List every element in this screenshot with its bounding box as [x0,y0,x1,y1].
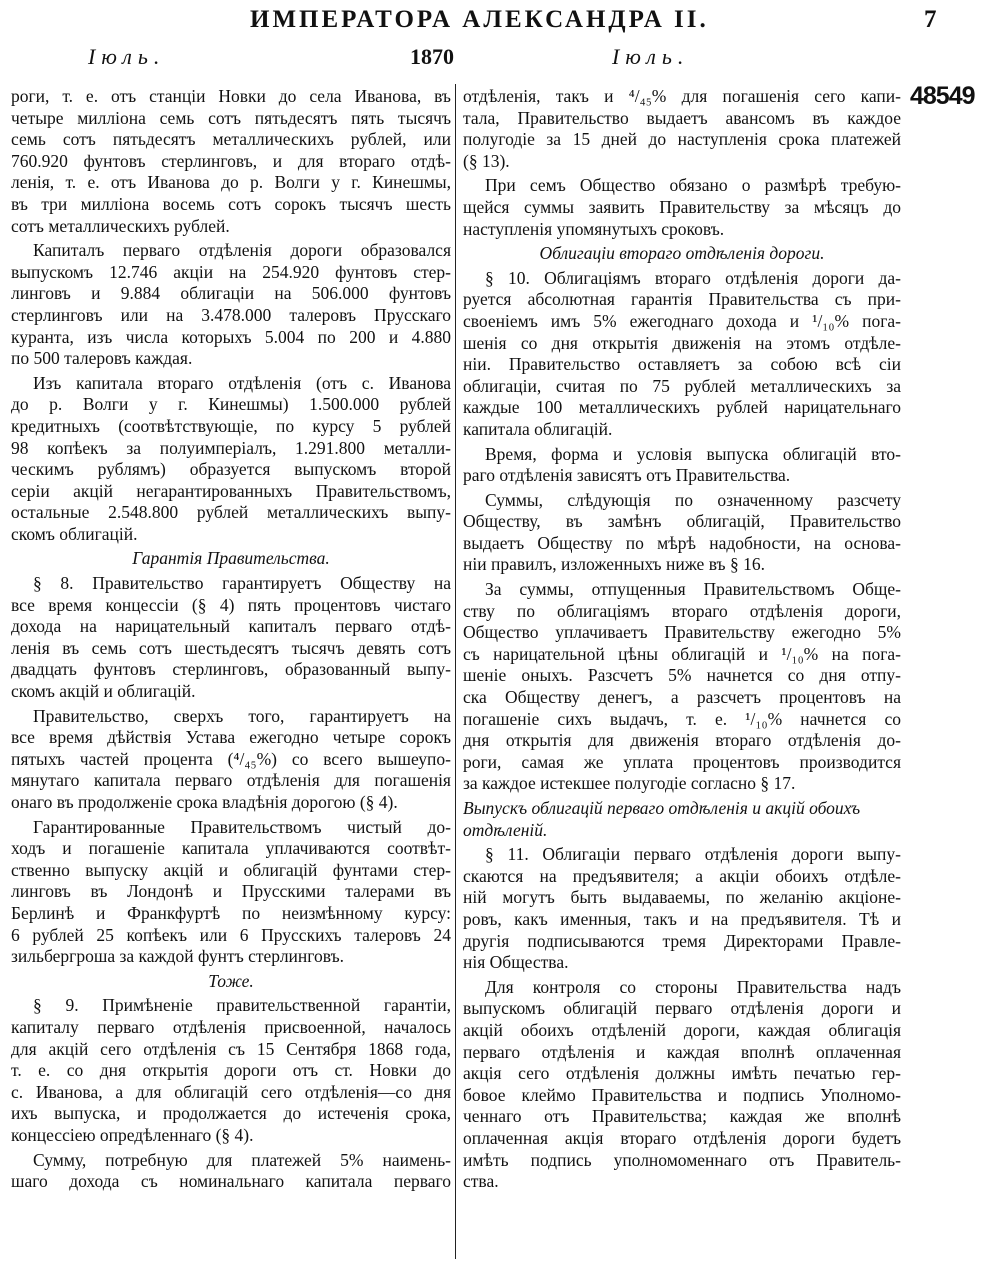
text-line: Суммы, слѣдующія по означенному разсчету [485,489,901,510]
text-line: При семъ Общество обязано о размѣрѣ требую- [485,175,901,196]
text-line: § 11. Облигаціи перваго отдѣленія дороги выпу- [485,844,901,865]
text-line: шенія со дня открытія движенія на этомъ отдѣле- [463,332,901,353]
text-line: Тоже. [208,970,254,991]
text-line: т. е. со дня открытія дороги отъ ст. Новки до [11,1060,451,1081]
text-line: семь сотъ пятьдесятъ металлическихъ рублей, или [11,129,451,150]
text-line: въ три милліона восемь сотъ сорокъ тысячъ шесть [11,193,451,214]
text-line: роги, самая же уплата процентовъ производится [463,751,901,772]
text-line: § 10. Облигаціямъ втораго отдѣленія дороги да- [485,267,901,288]
paragraph [11,1150,451,1193]
text-line: скомъ акцій и облигацій. [11,681,196,702]
text-line: все время дѣйствія Устава ежегодно четыре сорокъ [11,727,451,748]
column-divider [455,84,456,1259]
text-line: облигаціи, считая по 75 рублей металлическихъ за [463,375,901,396]
paragraph [11,995,451,1146]
text-line: наступленія упомянутыхъ сроковъ. [463,218,725,239]
text-line: акцій обоихъ отдѣленій дороги, каждая облигація [463,1019,901,1040]
text-line: Гарантированные Правительствомъ чистый до- [33,816,451,837]
text-line: линговъ въ Лондонѣ и Прусскими талерами въ [11,881,451,902]
text-line: шеніе оныхъ. Разсчетъ 5% начнется со дня отпу- [463,665,901,686]
text-line: каждые 100 металлическихъ рублей нарицательнаго [463,397,901,418]
text-line: четыре милліона семь сотъ пятьдесятъ пять тысячъ [11,107,451,128]
text-line: выпускомъ 12.746 акціи на 254.920 фунтовъ стер- [11,261,451,282]
text-line: руется абсолютная гарантія Правительства съ при- [463,289,901,310]
text-line: роги, т. е. отъ станціи Новки до села Иванова, въ [11,86,451,106]
section-heading [11,971,451,993]
text-line: имѣть подпись уполномоменнаго отъ Правитель- [463,1149,901,1170]
running-title: ИМПЕРАТОРА АЛЕКСАНДРА II. [250,6,709,33]
text-line: бовое клеймо Правительства и подпись Уполномо- [463,1084,901,1105]
text-line: шаго дохода съ номинальнаго капитала перваго [11,1171,451,1192]
text-line: другія подписываются тремя Директорами Правле- [463,930,901,951]
text-line: полугодіе за 15 дней до наступленія срока платежей [463,129,901,150]
paragraph [463,844,901,974]
text-line: выдаетъ Обществу по мѣрѣ надобности, на основа- [463,532,901,553]
paragraph [463,490,901,576]
right-column [463,86,901,1196]
paragraph [11,373,451,546]
month-left: Іюль. [88,44,166,69]
month-right: Іюль. [612,44,690,69]
year: 1870 [410,44,454,69]
text-line: пятыхъ частей процента (⁴/₄₅%) со всего вышеупо- [11,748,451,769]
left-column [11,86,451,1196]
text-line: акція сего отдѣленія должны имѣть печатью гер- [463,1063,901,1084]
text-line: Выпускъ облигацій перваго отдѣленія и акцій обоихъ [463,798,861,818]
text-line: (§ 13). [463,150,510,171]
text-line: ству по облигаціямъ втораго отдѣленія дороги, [463,600,901,621]
text-line: 98 копѣекъ за полуимперіалъ, 1.291.800 металли- [11,437,451,458]
text-line: выпускомъ облигацій перваго отдѣленія дороги и [463,998,901,1019]
text-line: отдѣленія, такъ и ⁴/₄₅% для погашенія сего капи- [463,86,901,106]
text-line: дня открытія для движенія втораго отдѣленія до- [463,730,901,751]
text-line: ніи. Правительство оставляетъ за собою всѣ сіи [463,354,901,375]
text-line: серіи акцій негарантированныхъ Правительствомъ, [11,480,451,501]
text-line: скомъ облигацій. [11,523,138,544]
text-line: Берлинѣ и Франкфуртѣ по неизмѣнному курсу: [11,902,451,923]
text-line: ровъ, какъ именныя, такъ и на предъявителя. Тѣ и [463,908,901,929]
text-line: Сумму, потребную для платежей 5% наимень- [33,1149,451,1170]
paragraph [463,86,901,172]
text-line: ніи правилъ, изложенныхъ ниже въ § 16. [463,554,765,575]
text-line: для акцій сего отдѣленія съ 15 Сентября 1868 года, [11,1038,451,1059]
text-line: ства. [463,1171,499,1192]
text-line: § 9. Примѣненіе правительственной гарантіи, [33,995,451,1016]
paragraph [463,268,901,441]
text-line: раго отдѣленія зависятъ отъ Правительства. [463,465,791,486]
text-line: ихъ выпуска, и продолжается до истеченія срока, [11,1103,451,1124]
text-line: по 500 талеровъ каждая. [11,348,193,369]
text-line: перваго отдѣленія и каждая вполнѣ оплаченная [463,1041,901,1062]
text-line: Обществу, въ замѣнъ облигацій, Правительство [463,511,901,532]
text-line: до р. Волги у г. Кинешмы) 1.500.000 рублей [11,394,451,415]
text-line: двадцать фунтовъ стерлинговъ, образованный выпу- [11,659,451,680]
text-line: зильбергроша за каждой фунтъ стерлинговъ. [11,946,345,967]
text-line: с. Иванова, а для облигацій сего отдѣленія—со дня [11,1081,451,1102]
text-line: онаго въ продолженіе срока владѣнія дорогою (§ 4). [11,792,398,812]
text-line: 760.920 фунтовъ стерлинговъ, и для втораго отдѣ- [11,150,451,171]
text-line: кредитныхъ (соотвѣтствующіе, по курсу 5 рублей [11,415,451,436]
text-line: ска Обществу денегъ, а разсчетъ процентовъ на [463,687,901,708]
text-line: ческимъ рублямъ) образуется выпускомъ второй [11,459,451,480]
text-line: скаются на предъявителя; а акціи обоихъ отдѣле- [463,865,901,886]
text-line: ленія, т. е. отъ Иванова до р. Волги у г. Кинешмы, [11,172,451,193]
document-number: 48549 [910,82,975,110]
text-line: За суммы, отпущенныя Правительствомъ Обще- [485,579,901,600]
paragraph [11,817,451,968]
paragraph [463,579,901,795]
text-line: отдѣленій. [463,819,548,840]
section-heading [463,243,901,265]
text-line: сотъ металлическихъ рублей. [11,215,230,236]
text-line: § 8. Правительство гарантируетъ Обществу на [33,573,451,594]
paragraph [11,86,451,237]
page-number: 7 [924,6,937,33]
text-line: Гарантія Правительства. [132,548,330,569]
section-heading [11,548,451,570]
paragraph [463,977,901,1193]
paragraph [11,240,451,370]
text-line: Общество уплачиваетъ Правительству ежегодно 5% [463,622,901,643]
text-line: стерлинговъ или на 3.478.000 талеровъ Прусскаго [11,304,451,325]
text-line: ній могутъ быть выдаваемы, по желанію акціоне- [463,887,901,908]
text-line: Облигаціи втораго отдѣленія дороги. [539,243,825,264]
text-line: 6 рублей 25 копѣекъ или 6 Прусскихъ талеровъ 24 [11,924,451,945]
text-line: ленія въ семь сотъ шестьдесятъ тысячъ девять сотъ [11,637,451,658]
text-line: погашеніе сихъ выдачъ, т. е. ¹/₁₀% начнется со [463,708,901,729]
text-line: тала, Правительство выдаетъ авансомъ въ каждое [463,107,901,128]
text-line: мянутаго капитала перваго отдѣленія для погашенія [11,770,451,791]
text-line: куранта, изъ числа которыхъ 5.004 по 200 и 4.880 [11,326,451,347]
text-line: Капиталъ перваго отдѣленія дороги образовался [33,240,451,261]
paragraph [463,175,901,240]
paragraph [11,573,451,703]
text-line: Изъ капитала втораго отдѣленія (отъ с. Иванова [33,372,451,393]
text-line: капиталу перваго отдѣленія присвоенной, началось [11,1016,451,1037]
text-line: ходъ и погашеніе капитала уплачиваются соотвѣт- [11,838,451,859]
text-line: ченнаго отъ Правительства; каждая же вполнѣ [463,1106,901,1127]
paragraph [11,706,451,814]
text-line: оплаченная акція втораго отдѣленія дороги будетъ [463,1127,901,1148]
text-line: концессіею опредѣленнаго (§ 4). [11,1124,254,1145]
text-line: ственно выпуску акцій и облигацій фунтами стер- [11,859,451,880]
paragraph [463,444,901,487]
text-line: за каждое истекшее полугодіе согласно § 17. [463,773,796,794]
text-line: остальные 2.548.800 рублей металлическихъ выпу- [11,502,451,523]
text-line: все время концессіи (§ 4) пять процентовъ чистаго [11,594,451,615]
text-line: съ нарицательной цѣны облигацій и ¹/₁₀% на пога- [463,643,901,664]
text-line: дохода на нарицательный капиталъ перваго отдѣ- [11,616,451,637]
text-line: линговъ и 9.884 облигаціи на 506.000 фунтовъ [11,283,451,304]
text-line: своеніемъ имъ 5% ежегоднаго дохода и ¹/₁₀% пога- [463,310,901,331]
text-line: щейся суммы заявить Правительству за мѣсяцъ до [463,196,901,217]
text-line: Время, форма и условія выпуска облигацій вто- [485,443,901,464]
text-line: Правительство, сверхъ того, гарантируетъ на [33,705,451,726]
text-line: нія Общества. [463,952,569,973]
text-line: Для контроля со стороны Правительства надъ [485,976,901,997]
section-heading [463,798,901,841]
text-line: капитала облигацій. [463,418,613,439]
